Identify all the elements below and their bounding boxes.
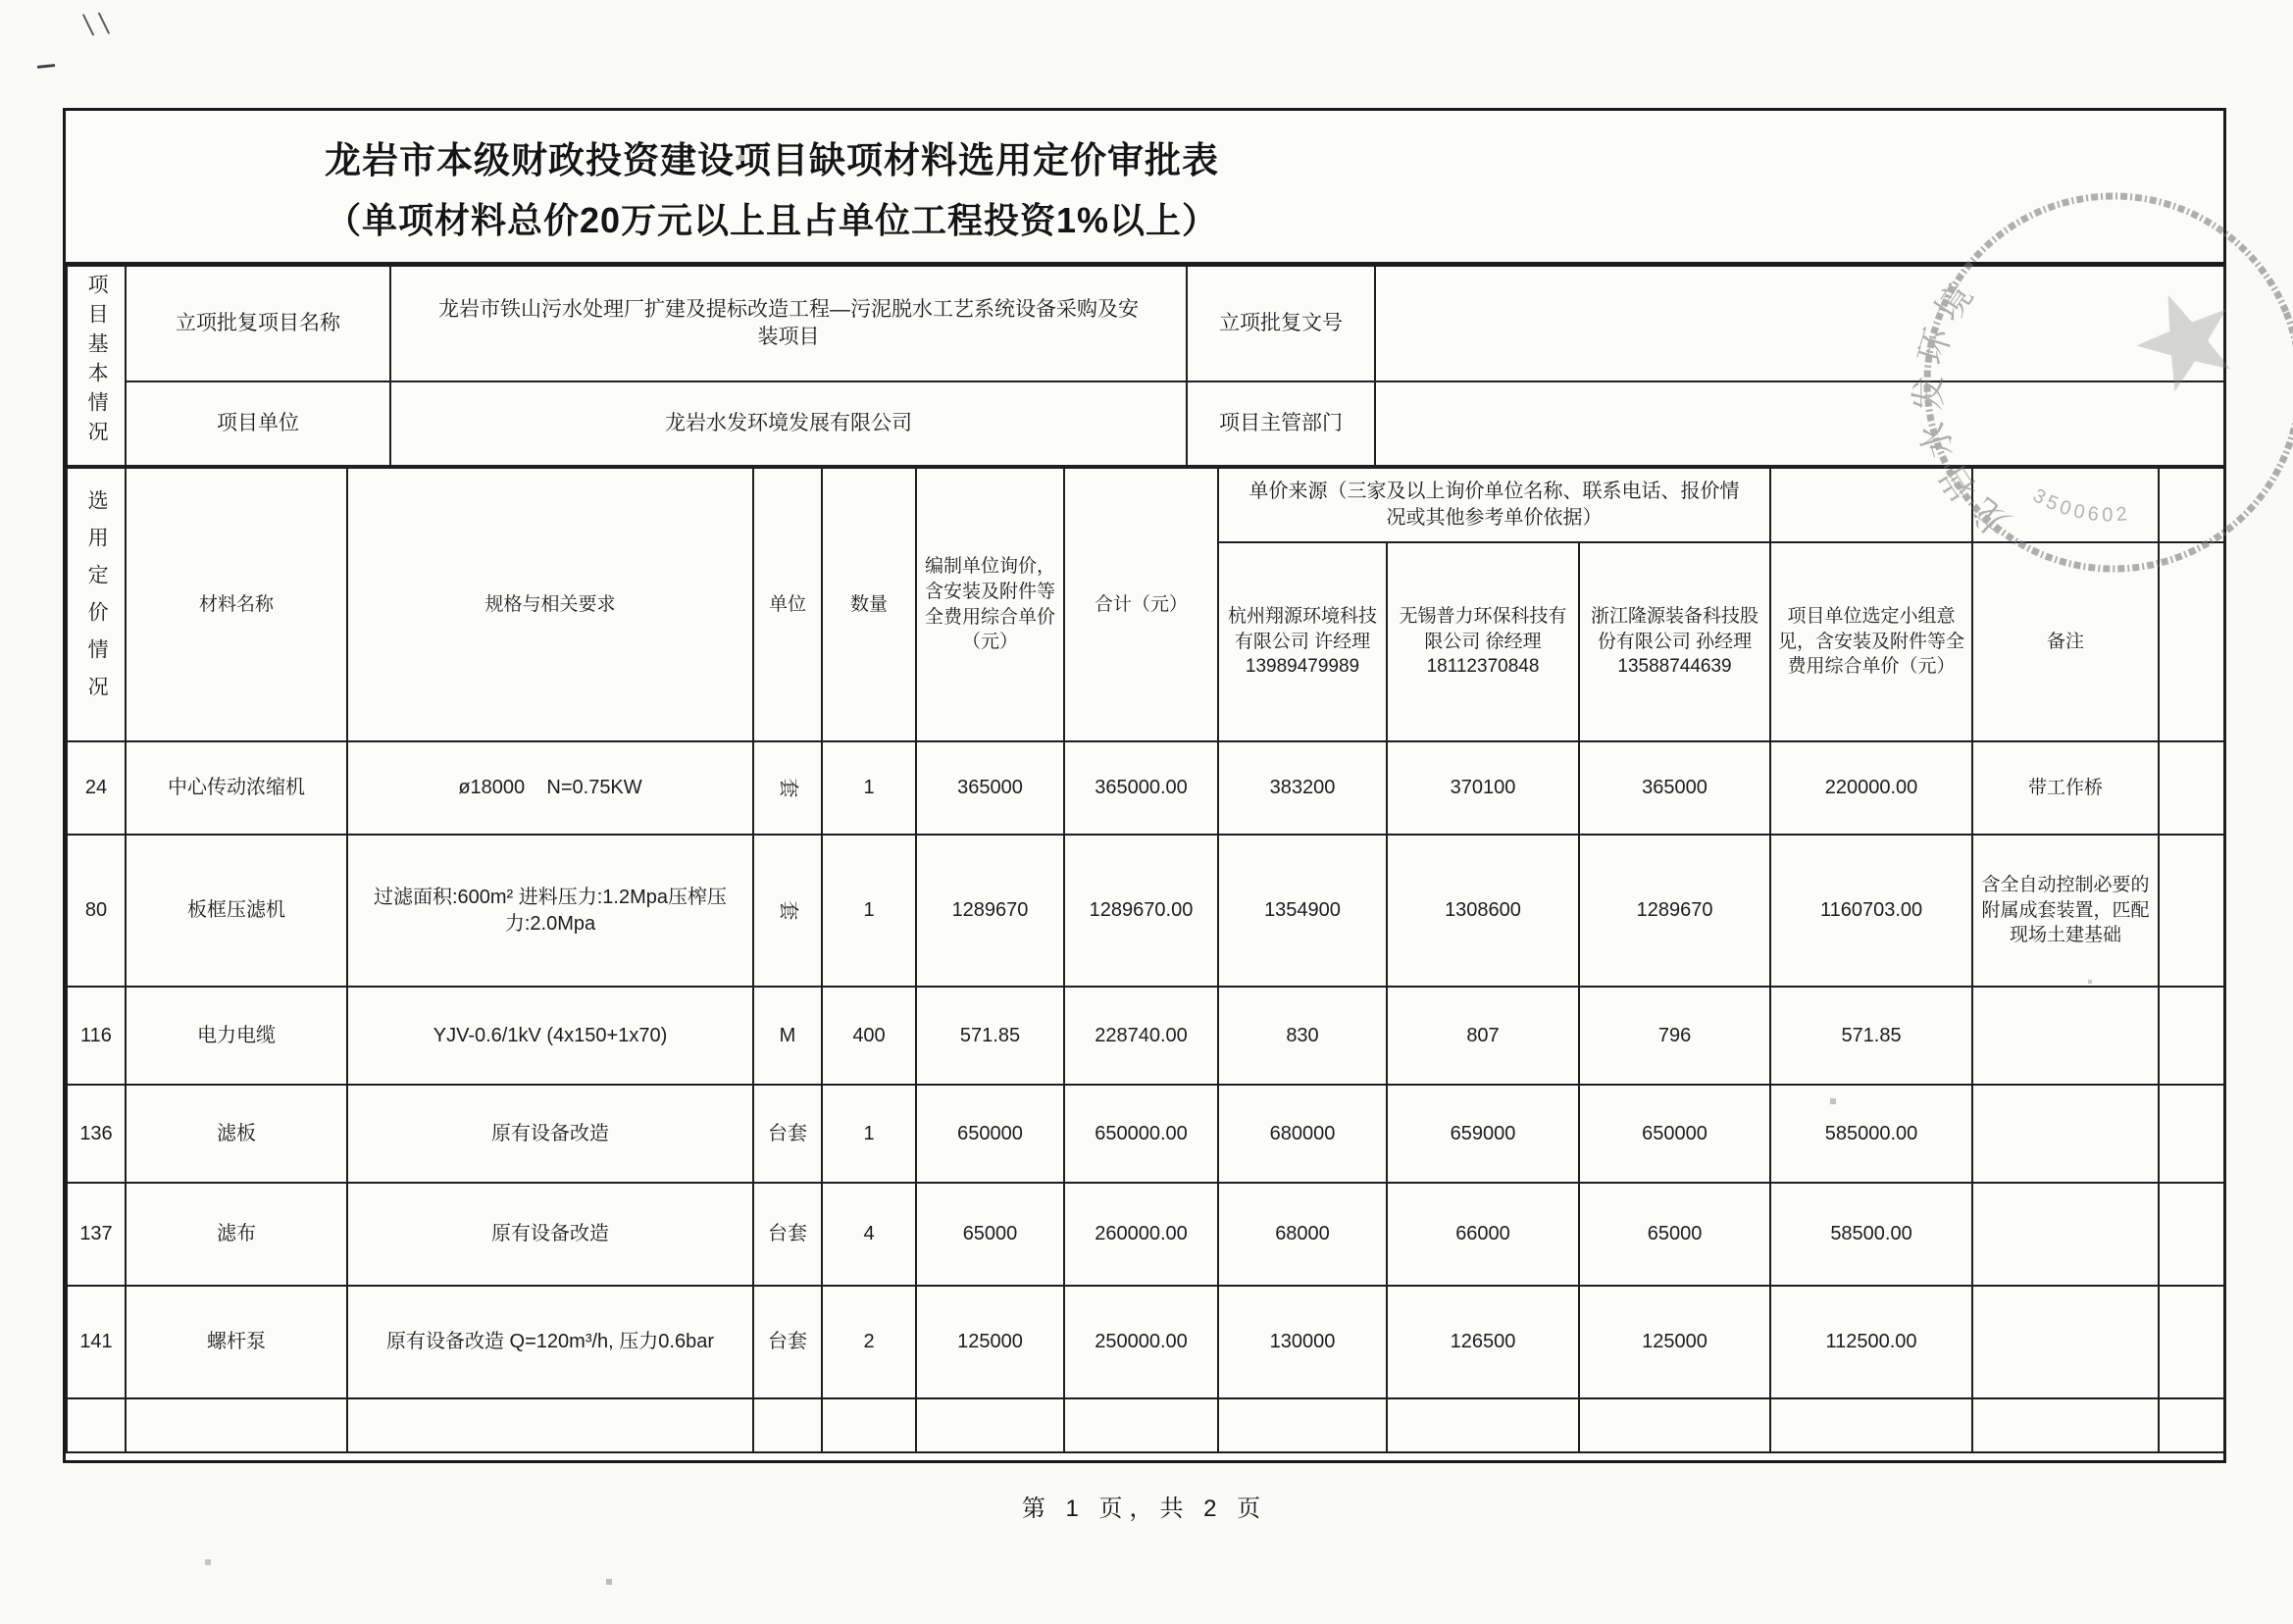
col-header-source-group: 单价来源（三家及以上询价单位名称、联系电话、报价情况或其他参考单价依据） [1218,468,1770,542]
cell-material: 中心传动浓缩机 [126,741,347,835]
info-label-project-unit: 项目单位 [126,381,390,466]
cell-unit-price: 125000 [916,1286,1064,1398]
table-row [67,1183,2224,1286]
cell-remark [1972,987,2159,1085]
cell-quote-2: 126500 [1387,1286,1579,1398]
cell-remark [1972,1085,2159,1183]
cell-unit: 台套 [753,1085,822,1183]
title-line-2: （单项材料总价20万元以上且占单位工程投资1%以上） [325,199,1219,240]
cell-unit-price: 1289670 [916,835,1064,987]
cell-spec: 原有设备改造 Q=120m³/h, 压力0.6bar [347,1286,753,1398]
col-header-total: 合计（元） [1064,468,1218,741]
empty-cell [1770,1398,1972,1452]
cell-quote-2: 659000 [1387,1085,1579,1183]
info-side-label-cell [67,266,126,466]
cell-total: 260000.00 [1064,1183,1218,1286]
cell-quote-3: 365000 [1579,741,1770,835]
table-row [67,987,2224,1085]
cell-spec: 原有设备改造 [347,1183,753,1286]
cell-material: 板框压滤机 [126,835,347,987]
pricing-side-label: 选用定价情况 [85,488,109,713]
cell-selected: 58500.00 [1770,1183,1972,1286]
cell-row-number: 137 [67,1183,126,1286]
table-row [67,1286,2224,1398]
table-row [67,1085,2224,1183]
pencil-mark [37,64,55,69]
cell-selected: 112500.00 [1770,1286,1972,1398]
cell-row-number: 24 [67,741,126,835]
cell-quote-3: 796 [1579,987,1770,1085]
empty-cell [2159,835,2224,987]
empty-cell [1387,1398,1579,1452]
col-header-vendor-1: 杭州翔源环境科技有限公司 许经理 13989479989 [1218,542,1387,741]
table-row [67,835,2224,987]
cell-unit-price: 365000 [916,741,1064,835]
cell-material: 滤板 [126,1085,347,1183]
cell-total: 650000.00 [1064,1085,1218,1183]
cell-qty: 1 [822,835,916,987]
stamp-circle [1903,162,2293,598]
cell-quote-3: 65000 [1579,1183,1770,1286]
cell-quote-1: 680000 [1218,1085,1387,1183]
cell-spec: YJV-0.6/1kV (4x150+1x70) [347,987,753,1085]
cell-total: 228740.00 [1064,987,1218,1085]
cell-remark: 带工作桥 [1972,741,2159,835]
cell-unit: 台套 [753,1183,822,1286]
stamp-seal [1903,162,2293,598]
page-title [66,111,2223,265]
cell-unit: 台套 [753,1286,822,1398]
cell-total: 1289670.00 [1064,835,1218,987]
empty-cell [67,1398,126,1452]
empty-cell [2159,1286,2224,1398]
info-value-project-unit: 龙岩水发环境发展有限公司 [390,381,1187,466]
col-header-vendor-2: 无锡普力环保科技有限公司 徐经理 18112370848 [1387,542,1579,741]
cell-qty: 4 [822,1183,916,1286]
table-row [67,741,2224,835]
pricing-table [66,467,2225,1453]
empty-cell [126,1398,347,1452]
empty-cell [2159,741,2224,835]
col-header-selected: 项目单位选定小组意见，含安装及附件等全费用综合单价（元） [1770,542,1972,741]
cell-unit-price: 571.85 [916,987,1064,1085]
col-header-vendor-3: 浙江隆源装备科技股份有限公司 孙经理 13588744639 [1579,542,1770,741]
stamp-arc-text: 龙岩水发环境 [1908,269,2018,544]
cell-quote-1: 130000 [1218,1286,1387,1398]
info-label-project-name: 立项批复项目名称 [126,266,390,381]
svg-text:3500602 [2024,456,2138,557]
cell-quote-3: 650000 [1579,1085,1770,1183]
cell-qty: 400 [822,987,916,1085]
cell-row-number: 136 [67,1085,126,1183]
empty-cell [347,1398,753,1452]
cell-quote-3: 1289670 [1579,835,1770,987]
scan-speckles [0,0,2,2]
cell-quote-1: 68000 [1218,1183,1387,1286]
cell-unit: M [753,987,822,1085]
title-line-1: 龙岩市本级财政投资建设项目缺项材料选用定价审批表 [325,139,1219,180]
table-row [67,468,2224,542]
empty-cell [2159,987,2224,1085]
cell-qty: 1 [822,1085,916,1183]
page-footer: 第 1 页，共 2 页 [1021,1496,1268,1522]
cell-material: 电力电缆 [126,987,347,1085]
cell-row-number: 116 [67,987,126,1085]
info-value-project-name: 龙岩市铁山污水处理厂扩建及提标改造工程—污泥脱水工艺系统设备采购及安装项目 [390,266,1187,381]
cell-unit: 套 [753,741,822,835]
cell-selected: 585000.00 [1770,1085,1972,1183]
col-header-unit: 单位 [753,468,822,741]
cell-qty: 2 [822,1286,916,1398]
cell-selected: 220000.00 [1770,741,1972,835]
table-row [67,1398,2224,1452]
table-row [67,381,2224,466]
empty-cell [1218,1398,1387,1452]
info-side-label: 项目基本情况 [85,273,109,450]
cell-quote-2: 1308600 [1387,835,1579,987]
cell-quote-3: 125000 [1579,1286,1770,1398]
cell-selected: 571.85 [1770,987,1972,1085]
empty-cell [916,1398,1064,1452]
cell-remark [1972,1183,2159,1286]
empty-cell [1972,1398,2159,1452]
empty-cell [2159,1183,2224,1286]
cell-remark [1972,1286,2159,1398]
empty-cell [2159,1085,2224,1183]
cell-row-number: 80 [67,835,126,987]
cell-unit-price: 65000 [916,1183,1064,1286]
cell-row-number: 141 [67,1286,126,1398]
cell-material: 螺杆泵 [126,1286,347,1398]
cell-spec: 过滤面积:600m² 进料压力:1.2Mpa压榨压力:2.0Mpa [347,835,753,987]
col-header-unit-price: 编制单位询价，含安装及附件等全费用综合单价（元） [916,468,1064,741]
empty-cell [1064,1398,1218,1452]
cell-spec: 原有设备改造 [347,1085,753,1183]
cell-remark: 含全自动控制必要的附属成套装置，匹配现场土建基础 [1972,835,2159,987]
cell-quote-2: 370100 [1387,741,1579,835]
col-header-qty: 数量 [822,468,916,741]
cell-spec: ø18000 N=0.75KW [347,741,753,835]
empty-cell [822,1398,916,1452]
col-header-remark: 备注 [1972,542,2159,741]
cell-quote-1: 383200 [1218,741,1387,835]
empty-cell [753,1398,822,1452]
col-header-spec: 规格与相关要求 [347,468,753,741]
pricing-side-label-cell [67,468,126,741]
cell-quote-1: 830 [1218,987,1387,1085]
cell-total: 365000.00 [1064,741,1218,835]
info-label-approval-number: 立项批复文号 [1187,266,1375,381]
project-info-table [66,265,2225,467]
cell-quote-1: 1354900 [1218,835,1387,987]
cell-material: 滤布 [126,1183,347,1286]
cell-quote-2: 66000 [1387,1183,1579,1286]
cell-selected: 1160703.00 [1770,835,1972,987]
stamp-number: 3500602 [2029,484,2132,527]
table-row [67,266,2224,381]
cell-total: 250000.00 [1064,1286,1218,1398]
cell-unit-price: 650000 [916,1085,1064,1183]
info-label-managing-dept: 项目主管部门 [1187,381,1375,466]
empty-cell [1579,1398,1770,1452]
cell-unit: 套 [753,835,822,987]
empty-cell [2159,1398,2224,1452]
col-header-material: 材料名称 [126,468,347,741]
star-icon [2123,277,2248,398]
cell-qty: 1 [822,741,916,835]
pencil-mark [82,13,111,35]
cell-quote-2: 807 [1387,987,1579,1085]
